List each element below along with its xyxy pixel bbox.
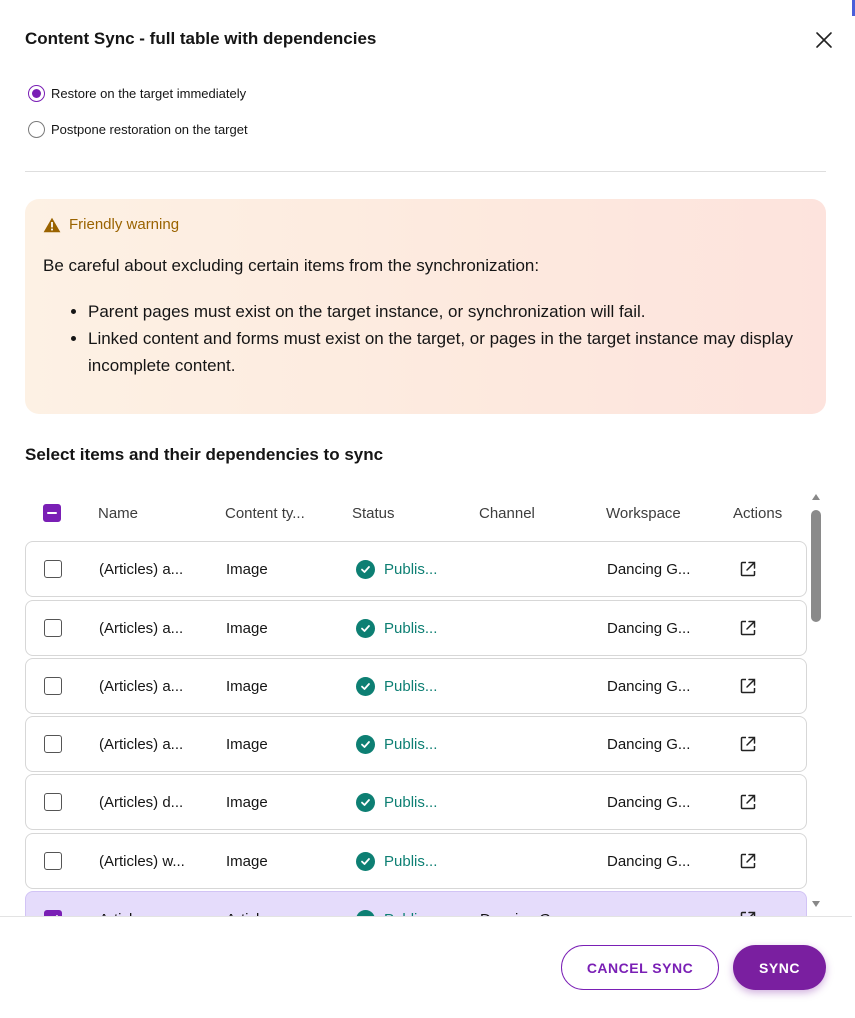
dialog-title: Content Sync - full table with dependencies xyxy=(25,29,377,48)
table-row[interactable] xyxy=(25,541,807,597)
table-row[interactable] xyxy=(25,833,807,889)
warning-bullet: • Linked content and forms must exist on the target, or pages in the target instance may display incomplete content. xyxy=(88,325,808,379)
row-checkbox[interactable] xyxy=(44,677,62,695)
open-external-icon[interactable] xyxy=(738,851,758,871)
open-external-icon[interactable] xyxy=(738,618,758,638)
status-label: Publis... xyxy=(384,619,438,637)
cell-status xyxy=(353,560,480,579)
cell-name: (Articles) a... xyxy=(99,677,184,695)
dialog-footer xyxy=(0,916,852,1018)
cell-workspace: Dancing G... xyxy=(607,735,691,753)
dialog-header xyxy=(25,28,835,58)
cell-status xyxy=(353,619,480,638)
open-external-icon[interactable] xyxy=(738,676,758,696)
cell-name: (Articles) a... xyxy=(99,619,184,637)
warning-heading-text: Friendly warning xyxy=(69,216,180,233)
row-checkbox[interactable] xyxy=(44,619,62,637)
friendly-warning-callout xyxy=(25,199,826,414)
row-checkbox[interactable] xyxy=(44,793,62,811)
cell-content-type: Image xyxy=(226,677,268,695)
cell-name: (Articles) d... xyxy=(99,793,184,811)
cell-name: (Articles) a... xyxy=(99,735,184,753)
items-table xyxy=(25,490,835,915)
published-check-icon xyxy=(356,560,375,579)
cell-workspace: Dancing G... xyxy=(607,560,691,578)
section-divider xyxy=(25,171,826,172)
cell-status xyxy=(353,793,480,812)
table-row[interactable] xyxy=(25,600,807,656)
open-external-icon[interactable] xyxy=(738,559,758,579)
radio-label: Postpone restoration on the target xyxy=(51,122,248,137)
scroll-up-arrow-icon[interactable] xyxy=(812,494,820,500)
row-checkbox[interactable] xyxy=(44,560,62,578)
warning-intro: Be careful about excluding certain items from the synchronization: xyxy=(43,256,540,275)
table-row[interactable] xyxy=(25,658,807,714)
cell-status xyxy=(353,677,480,696)
cell-content-type: Image xyxy=(226,735,268,753)
close-button[interactable] xyxy=(813,29,835,51)
column-header-name[interactable]: Name xyxy=(98,504,139,522)
radio-restore-immediately[interactable] xyxy=(28,85,246,102)
cancel-sync-button[interactable]: CANCEL SYNC xyxy=(561,945,719,990)
status-label: Publis... xyxy=(384,735,438,753)
warning-bullet-list xyxy=(88,298,808,379)
cell-content-type: Image xyxy=(226,793,268,811)
open-external-icon[interactable] xyxy=(738,734,758,754)
cell-content-type: Image xyxy=(226,619,268,637)
close-icon xyxy=(813,29,835,51)
row-checkbox[interactable] xyxy=(44,735,62,753)
row-checkbox[interactable] xyxy=(44,852,62,870)
published-check-icon xyxy=(356,852,375,871)
status-label: Publis... xyxy=(384,793,438,811)
published-check-icon xyxy=(356,677,375,696)
status-label: Publis... xyxy=(384,677,438,695)
column-header-workspace[interactable]: Workspace xyxy=(606,504,681,522)
cell-content-type: Image xyxy=(226,852,268,870)
radio-label: Restore on the target immediately xyxy=(51,86,247,101)
column-header-actions: Actions xyxy=(733,504,783,522)
radio-button[interactable] xyxy=(28,121,45,138)
column-header-channel[interactable]: Channel xyxy=(479,504,535,522)
items-section-title: Select items and their dependencies to sync xyxy=(25,445,384,464)
table-header-row xyxy=(25,490,807,536)
status-label: Publis... xyxy=(384,560,438,578)
table-row[interactable] xyxy=(25,716,807,772)
published-check-icon xyxy=(356,793,375,812)
warning-heading xyxy=(43,216,179,233)
cell-status xyxy=(353,735,480,754)
radio-postpone-restoration[interactable] xyxy=(28,121,248,138)
cell-workspace: Dancing G... xyxy=(607,619,691,637)
published-check-icon xyxy=(356,619,375,638)
cell-workspace: Dancing G... xyxy=(607,793,691,811)
table-scrollbar[interactable] xyxy=(808,490,824,915)
scrollbar-thumb[interactable] xyxy=(811,510,821,622)
scroll-down-arrow-icon[interactable] xyxy=(812,901,820,907)
column-header-content-type[interactable]: Content ty... xyxy=(225,504,305,522)
published-check-icon xyxy=(356,735,375,754)
cell-name: (Articles) w... xyxy=(99,852,185,870)
column-header-status[interactable]: Status xyxy=(352,504,395,522)
open-external-icon[interactable] xyxy=(738,792,758,812)
warning-bullet: • Parent pages must exist on the target instance, or synchronization will fail. xyxy=(88,298,808,325)
cell-content-type: Image xyxy=(226,560,268,578)
cell-status xyxy=(353,852,480,871)
cell-workspace: Dancing G... xyxy=(607,677,691,695)
select-all-checkbox[interactable] xyxy=(43,504,61,522)
table-row[interactable] xyxy=(25,774,807,830)
status-label: Publis... xyxy=(384,852,438,870)
cell-workspace: Dancing G... xyxy=(607,852,691,870)
warning-triangle-icon xyxy=(43,217,61,233)
cell-name: (Articles) a... xyxy=(99,560,184,578)
sync-button[interactable]: SYNC xyxy=(733,945,826,990)
radio-button-selected[interactable] xyxy=(28,85,45,102)
